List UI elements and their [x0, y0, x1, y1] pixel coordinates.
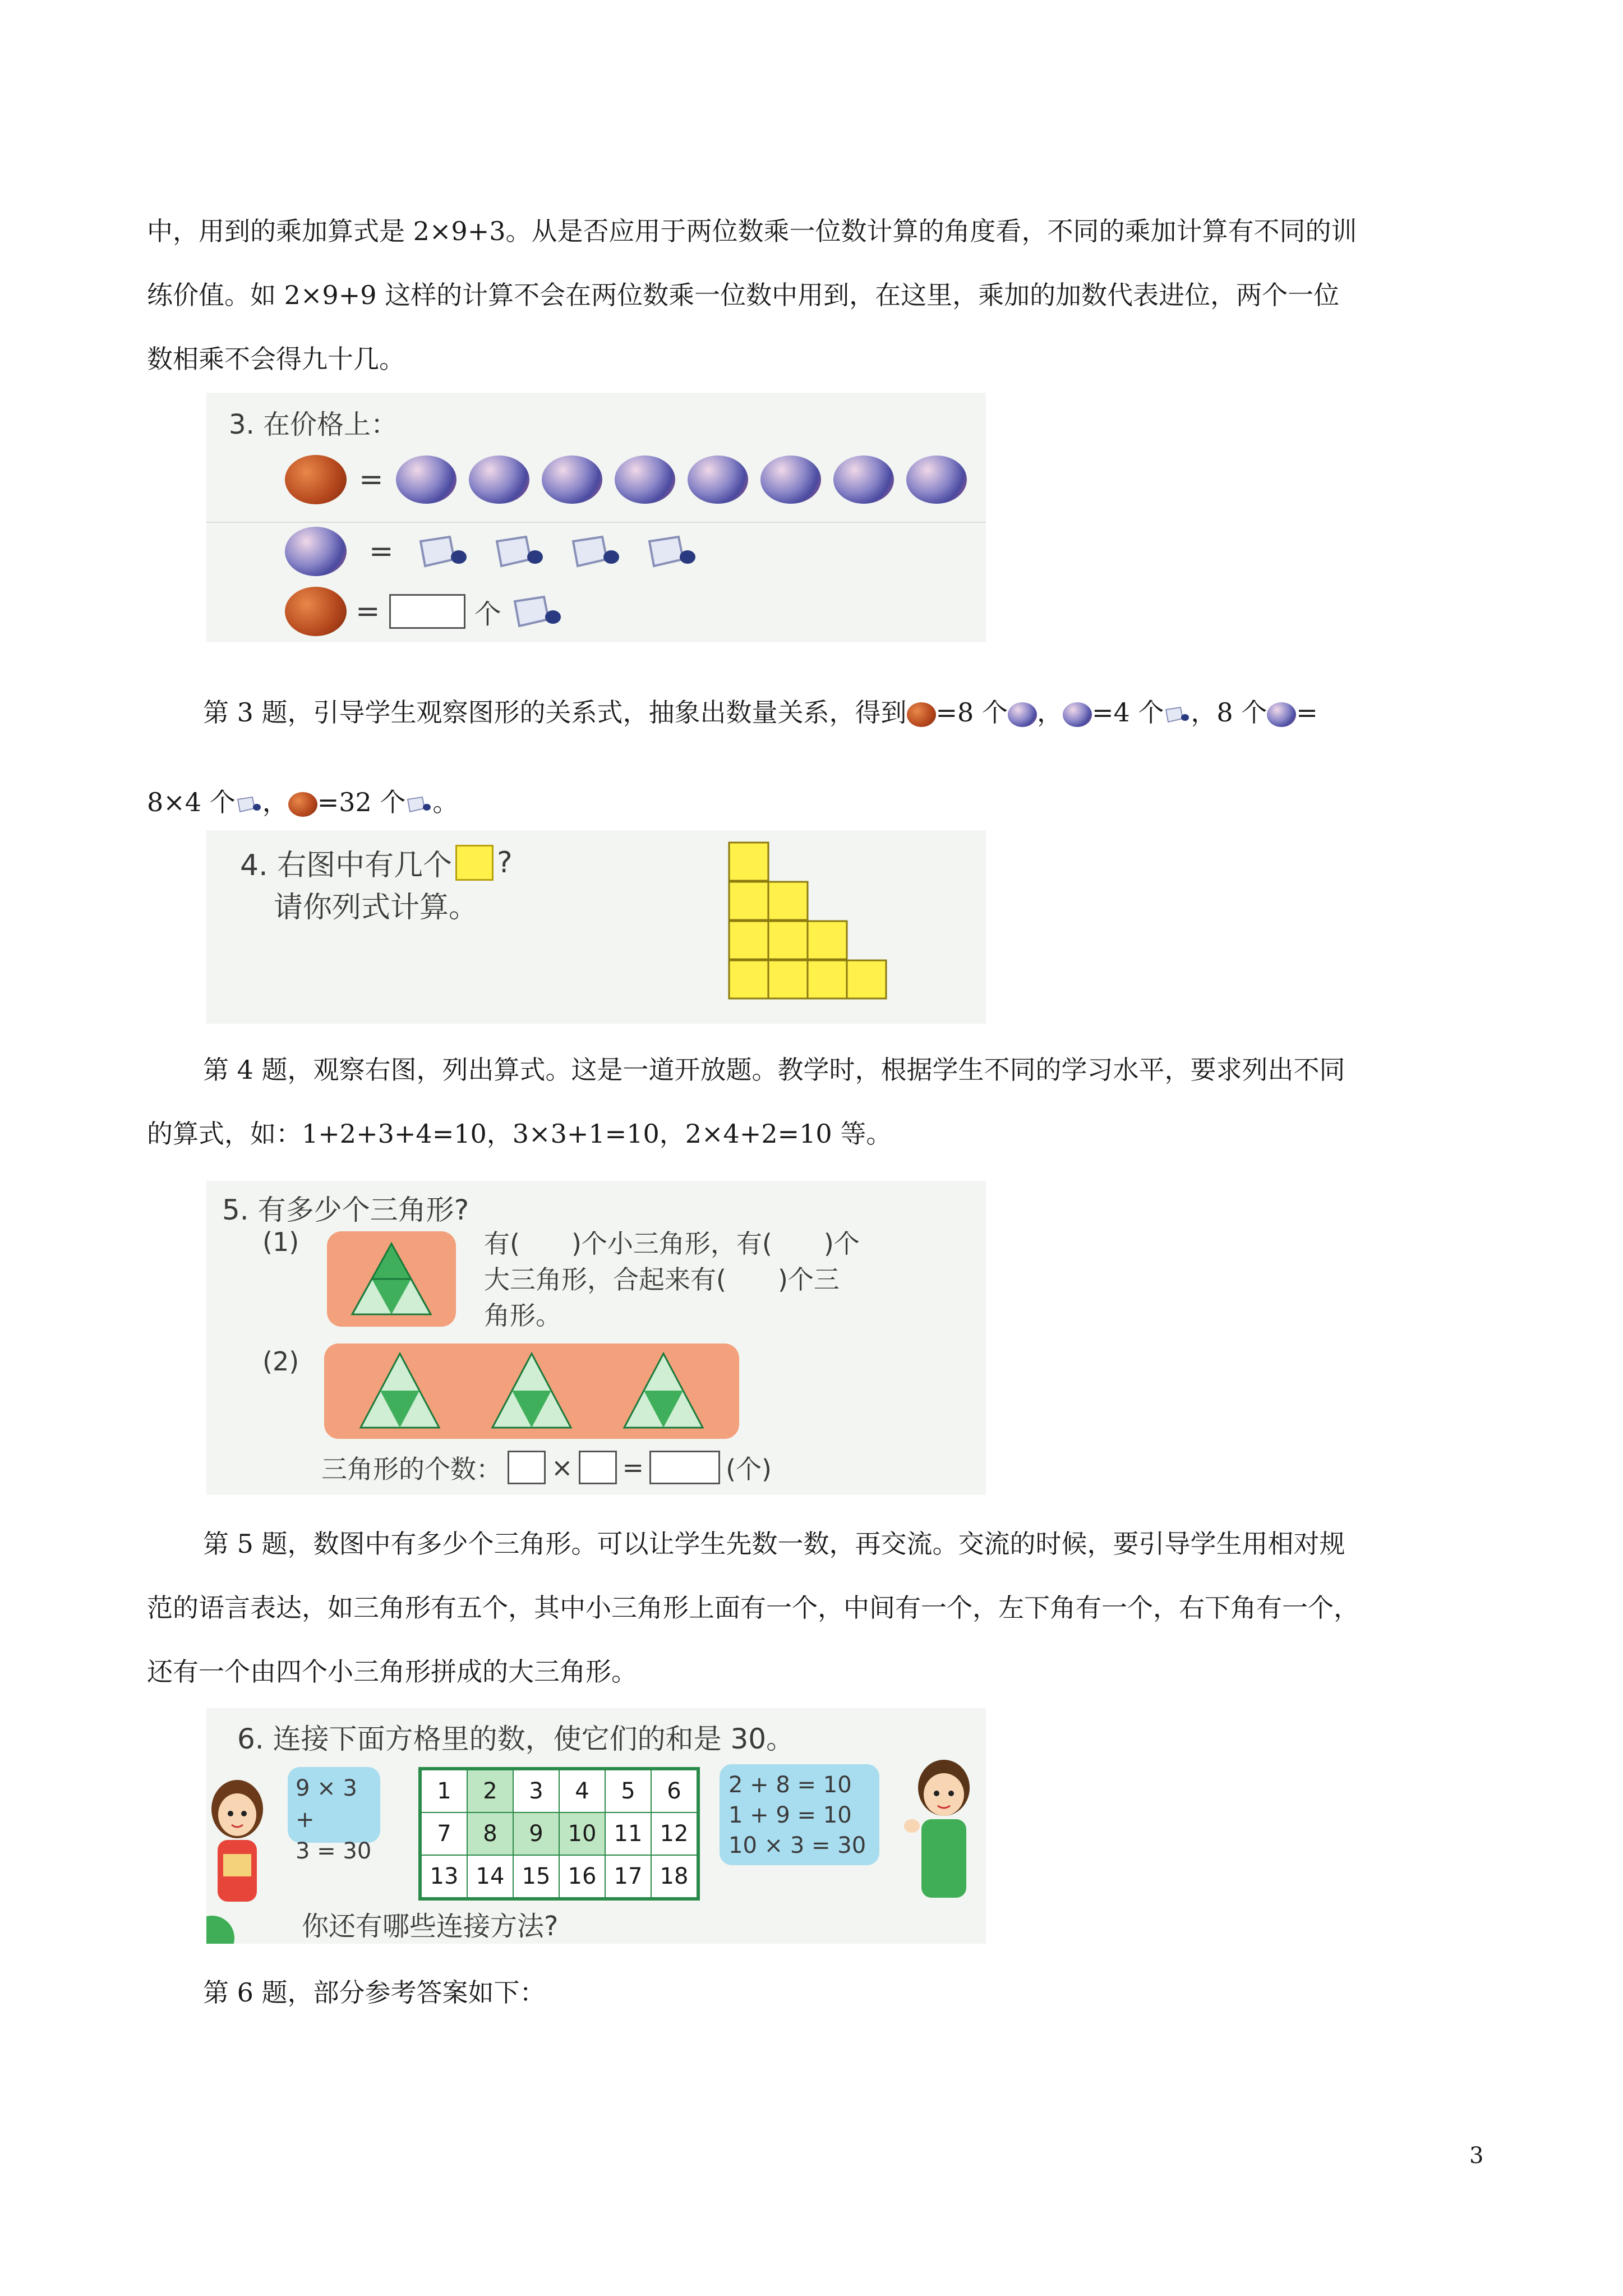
text-line: 第 5 题，数图中有多少个三角形。可以让学生先数一数，再交流。交流的时候，要引导学生用相对规	[203, 1529, 1345, 1559]
basketball-icon	[907, 702, 936, 727]
grid-cell: 16	[559, 1855, 605, 1898]
paragraph-problem-6	[147, 1961, 1482, 2024]
triangle-figure-2	[324, 1343, 739, 1439]
grid-cell: 8	[467, 1812, 513, 1855]
figure-problem-6	[206, 1708, 986, 1944]
problem-6-title: 6. 连接下面方格里的数，使它们的和是 30。	[237, 1723, 795, 1755]
problem-4-line2: 请你列式计算。	[274, 891, 478, 924]
triangle-count-label: 三角形的个数：	[321, 1454, 502, 1484]
girl-character-icon	[206, 1770, 274, 1916]
page-number: 3	[1469, 2143, 1484, 2169]
number-grid	[418, 1767, 700, 1901]
text-line: 第 6 题，部分参考答案如下：	[203, 1977, 546, 2008]
boy-character-icon	[902, 1747, 980, 1910]
text-line: 的算式，如：1+2+3+4=10，3×3+1=10，2×4+2=10 等。	[147, 1119, 892, 1149]
volleyball-icon	[469, 455, 529, 504]
grid-cell: 15	[513, 1855, 559, 1898]
paragraph-problem-4	[147, 1038, 1482, 1166]
number-grid-table	[421, 1769, 698, 1898]
grid-cell: 7	[421, 1812, 467, 1855]
grid-cell: 17	[605, 1855, 651, 1898]
figure-problem-5: 5. 有多少个三角形? (1) 有( )个小三角形，有( )个 大三角形，合起来有( )个三 角形。 (2) 三角形的个数： × = (个)	[206, 1181, 986, 1495]
volleyball-icon	[1008, 702, 1037, 727]
shuttlecock-icon	[1164, 705, 1191, 724]
answer-blank-box	[389, 594, 465, 629]
text-line: 第 4 题，观察右图，列出算式。这是一道开放题。教学时，根据学生不同的学习水平，要求列出不同	[203, 1055, 1345, 1085]
shuttlecock-icon	[510, 592, 564, 631]
left-speech-bubble: 9 × 3 + 3 = 30	[288, 1767, 380, 1843]
text-line: 还有一个由四个小三角形拼成的大三角形。	[147, 1657, 637, 1687]
shuttlecock-icon	[492, 532, 546, 570]
shuttlecock-icon	[405, 795, 432, 814]
grid-cell: 18	[651, 1855, 697, 1898]
basketball-icon	[285, 455, 347, 504]
paragraph-problem-5	[147, 1512, 1482, 1704]
volleyball-icon	[285, 527, 347, 576]
grid-cell: 14	[467, 1855, 513, 1898]
basketball-icon	[288, 792, 317, 817]
grid-cell: 6	[651, 1770, 697, 1812]
shuttlecock-icon	[645, 532, 699, 570]
grid-cell: 12	[651, 1812, 697, 1855]
problem-4-line1: 4. 右图中有几个	[240, 849, 453, 882]
right-speech-bubble: 2 + 8 = 10 1 + 9 = 10 10 × 3 = 30	[720, 1764, 879, 1865]
paragraph-multiplication-addition	[147, 199, 1482, 391]
row-basketball-equals-volleyballs: =	[285, 454, 967, 505]
row-basketball-equals-blank: = 个	[285, 586, 564, 637]
grid-cell: 3	[513, 1770, 559, 1812]
volleyball-icon	[906, 455, 967, 504]
grid-cell: 9	[513, 1812, 559, 1855]
grid-cell: 4	[559, 1770, 605, 1812]
volleyball-icon	[833, 455, 894, 504]
answer-blank-box	[508, 1451, 546, 1484]
volleyball-icon	[542, 455, 602, 504]
shuttlecock-icon	[236, 795, 262, 814]
shuttlecock-icon	[569, 532, 623, 570]
text-line: 范的语言表达，如三角形有五个，其中小三角形上面有一个，中间有一个，左下角有一个，右下角有一个，	[147, 1593, 1359, 1623]
figure-problem-4: 4. 右图中有几个 ? 请你列式计算。	[206, 830, 986, 1024]
answer-blank-box	[579, 1451, 617, 1484]
row-volleyball-equals-shuttlecocks: =	[285, 526, 699, 577]
volleyball-icon	[1267, 702, 1296, 727]
paragraph-problem-3: 第 3 题，引导学生观察图形的关系式，抽象出数量关系，得到 =8 个 ， =4 个 ，8 个 = 8×4 个 ， =32 个 。	[147, 697, 1318, 817]
shuttlecock-icon	[416, 532, 470, 570]
volleyball-icon	[615, 455, 675, 504]
staircase-squares-figure	[728, 841, 891, 1004]
problem-3-title: 3. 在价格上：	[229, 409, 398, 440]
basketball-icon	[285, 587, 347, 636]
answer-blank-box	[649, 1451, 720, 1484]
text-line: 数相乘不会得九十几。	[147, 344, 405, 374]
triangle-figure-1	[327, 1231, 456, 1327]
problem-5-title: 5. 有多少个三角形?	[222, 1194, 469, 1226]
yellow-square-icon	[455, 845, 494, 881]
grid-cell: 13	[421, 1855, 467, 1898]
grid-cell: 10	[559, 1812, 605, 1855]
volleyball-icon	[396, 455, 457, 504]
figure-problem-3	[206, 393, 986, 642]
volleyball-icon	[1063, 702, 1092, 727]
grid-cell: 11	[605, 1812, 651, 1855]
problem-6-question: 你还有哪些连接方法?	[302, 1911, 559, 1942]
text-line: 中，用到的乘加算式是 2×9+3。从是否应用于两位数乘一位数计算的角度看，不同的乘加计算有不同的训	[147, 216, 1357, 246]
grid-cell: 2	[467, 1770, 513, 1812]
decorative-green-arc	[206, 1916, 234, 1944]
volleyball-icon	[760, 455, 821, 504]
grid-cell: 5	[605, 1770, 651, 1812]
volleyball-icon	[688, 455, 748, 504]
text-line: 练价值。如 2×9+9 这样的计算不会在两位数乘一位数中用到，在这里，乘加的加数代表进位，两个一位	[147, 280, 1340, 310]
grid-cell: 1	[421, 1770, 467, 1812]
